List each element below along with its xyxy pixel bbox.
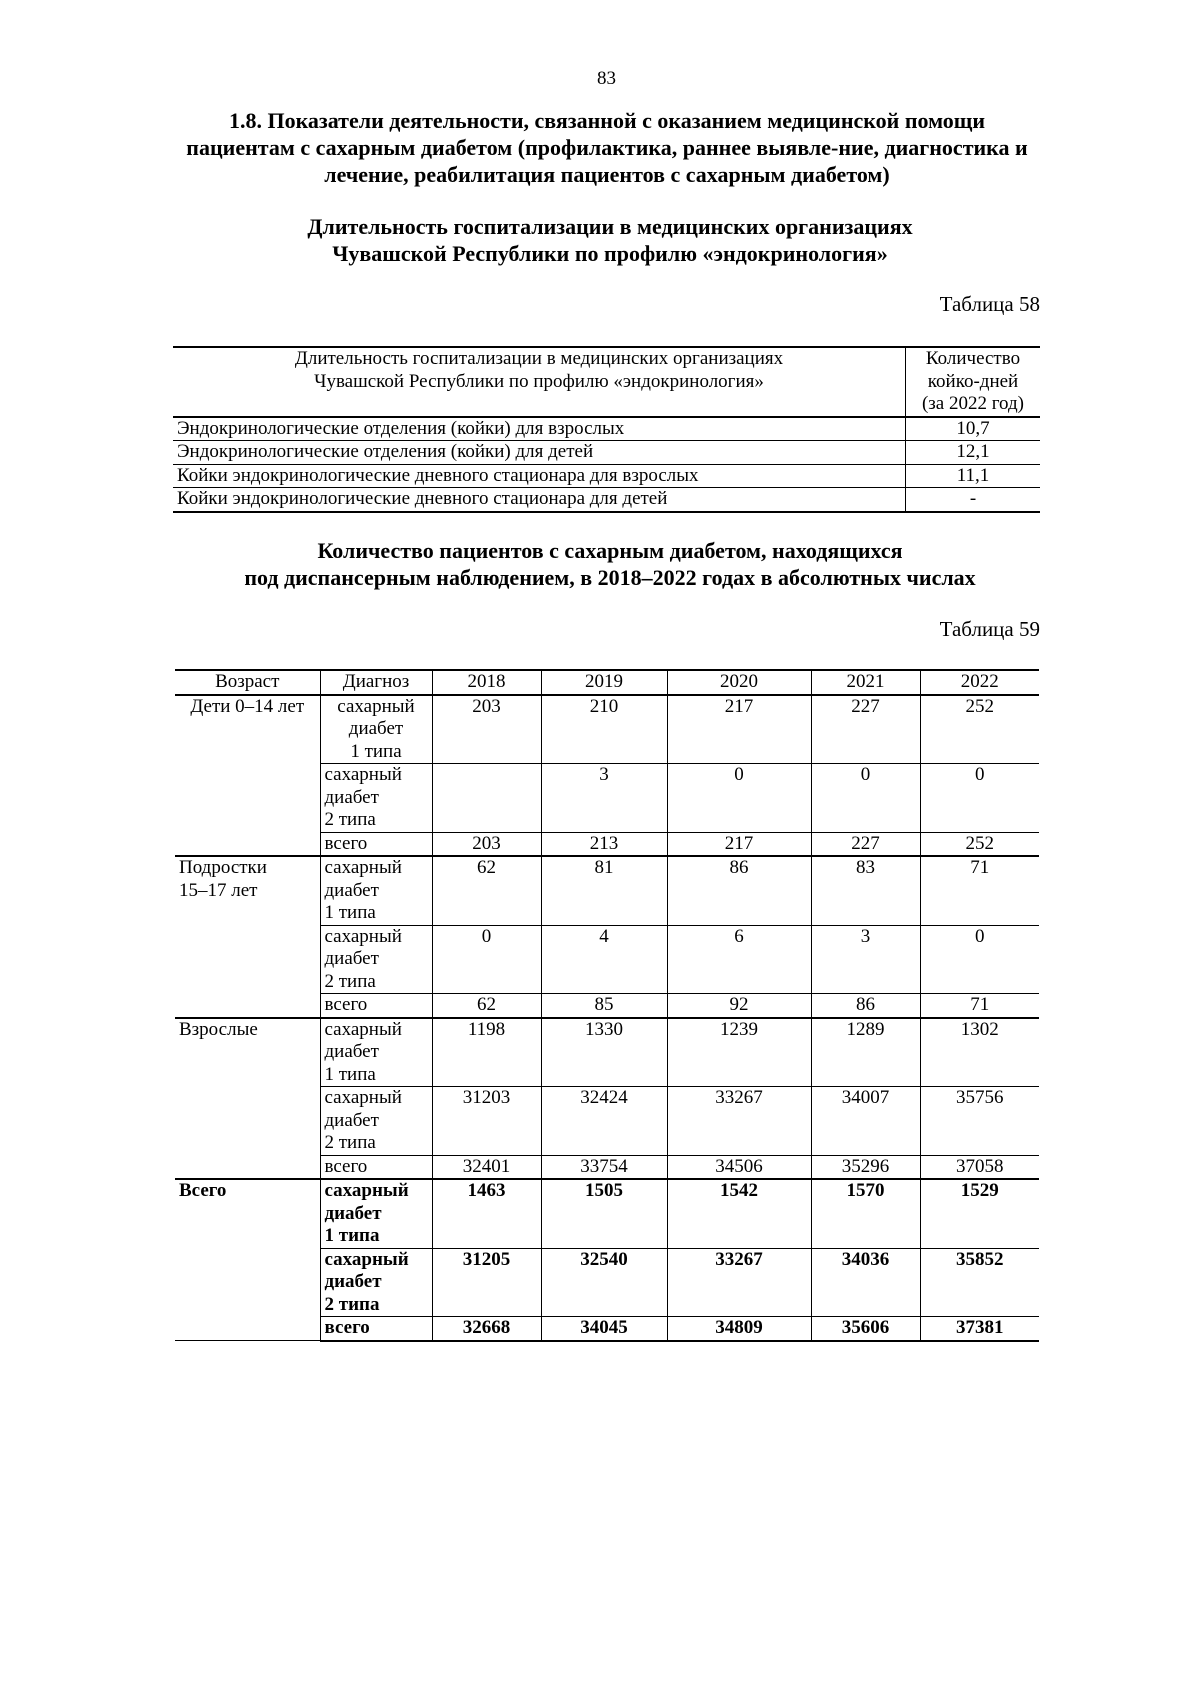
table-row [175,695,1039,764]
table-row [173,464,1040,488]
value-cell: 85 [541,994,667,1018]
value-cell: 1463 [432,1179,541,1248]
diagnosis-line: 1 типа [324,1225,380,1246]
diagnosis-line: диабет [324,786,379,808]
value-cell: 37058 [920,1155,1039,1179]
value-cell: 1542 [667,1179,811,1248]
table58-title-line: Чувашской Республики по профилю «эндокринология» [332,241,888,266]
value-cell: 252 [920,695,1039,764]
value-cell: 71 [920,994,1039,1018]
value-cell: 32540 [541,1248,667,1317]
age-group-line: Дети 0–14 лет [190,695,305,717]
value-cell: 35852 [920,1248,1039,1317]
diagnosis-line: сахарный [324,1248,409,1270]
table59-title-line: под диспансерным наблюдением, в 2018–2022 годах в абсолютных числах [244,565,976,590]
value-cell: 83 [811,856,920,925]
column-header: Диагноз [320,670,432,695]
row-name: Койки эндокринологические дневного стационара для детей [173,488,906,512]
table-row [175,856,1039,925]
value-cell: 86 [811,994,920,1018]
diagnosis-line: всего [324,994,368,1015]
value-cell: 1505 [541,1179,667,1248]
diagnosis-cell [320,1317,432,1341]
value-cell: 37381 [920,1317,1039,1341]
value-cell: 217 [667,832,811,856]
value-cell: 0 [432,925,541,994]
value-cell: 71 [920,856,1039,925]
table58-label: Таблица 58 [939,292,1040,316]
age-group-line: Подростки [179,857,267,878]
table59-title [150,537,1070,591]
table-row [173,417,1040,441]
diagnosis-cell [320,832,432,856]
table58 [173,346,1040,513]
header-line: Длительность госпитализации в медицинских организациях [294,348,784,369]
age-group-line: Взрослые [179,1018,258,1040]
value-cell: 203 [432,832,541,856]
value-cell: 252 [920,832,1039,856]
row-value: 11,1 [906,464,1041,488]
value-cell: 217 [667,695,811,764]
diagnosis-line: всего [324,1317,370,1338]
value-cell: 1529 [920,1179,1039,1248]
header-line: Количество [925,348,1021,369]
value-cell: 0 [667,764,811,833]
diagnosis-line: 2 типа [324,970,376,992]
row-name: Эндокринологические отделения (койки) для детей [173,441,906,465]
value-cell: 4 [541,925,667,994]
table58-title [150,213,1070,267]
value-cell: 227 [811,832,920,856]
diagnosis-cell [320,764,432,833]
value-cell: 1198 [432,1018,541,1087]
age-group-line: Всего [179,1180,227,1201]
age-group-line: 15–17 лет [179,879,258,901]
table59-header-row [175,670,1039,695]
row-value: 12,1 [906,441,1041,465]
value-cell: 31205 [432,1248,541,1317]
diagnosis-cell [320,1248,432,1317]
diagnosis-line: диабет [324,1109,379,1131]
column-header: 2021 [811,670,920,695]
row-name: Койки эндокринологические дневного стационара для взрослых [173,464,906,488]
value-cell: 227 [811,695,920,764]
value-cell: 33267 [667,1248,811,1317]
column-header: 2019 [541,670,667,695]
diagnosis-cell [320,1179,432,1248]
value-cell: 32424 [541,1087,667,1156]
row-name: Эндокринологические отделения (койки) для взрослых [173,417,906,441]
value-cell: 203 [432,695,541,764]
value-cell: 32668 [432,1317,541,1341]
table58-header-value [906,347,1041,417]
value-cell: 62 [432,994,541,1018]
table-row [175,1179,1039,1248]
diagnosis-cell [320,1018,432,1087]
diagnosis-cell [320,925,432,994]
value-cell: 210 [541,695,667,764]
diagnosis-line: диабет [324,1202,382,1224]
diagnosis-line: диабет [324,948,379,969]
value-cell: 34809 [667,1317,811,1341]
age-group-cell [175,1179,320,1341]
section-title: 1.8. Показатели деятельности, связанной с оказанием медицинской помощи пациентам с сахарным диабетом (профилактика, раннее выявле-ние, диагностика и лечение, реабилитация пациентов с сахарным диабетом) [186,108,1028,187]
diagnosis-line: диабет [324,879,379,901]
table-row [175,1018,1039,1087]
value-cell: 32401 [432,1155,541,1179]
header-line: Чувашской Республики по профилю «эндокринология» [314,370,764,392]
value-cell: 1302 [920,1018,1039,1087]
diagnosis-line: диабет [324,1041,379,1062]
value-cell: 1330 [541,1018,667,1087]
value-cell: 33267 [667,1087,811,1156]
table58-header-name [173,347,906,417]
diagnosis-cell [320,695,432,764]
page-number: 83 [597,68,616,89]
age-group-cell [175,1018,320,1180]
diagnosis-line: 1 типа [350,740,402,762]
diagnosis-cell [320,1087,432,1156]
row-value: - [906,488,1041,512]
table58-header-row [173,347,1040,417]
value-cell: 1289 [811,1018,920,1087]
value-cell: 3 [811,925,920,994]
value-cell: 35296 [811,1155,920,1179]
value-cell: 92 [667,994,811,1018]
diagnosis-cell [320,856,432,925]
value-cell: 0 [920,925,1039,994]
diagnosis-line: всего [324,1155,368,1177]
value-cell: 1239 [667,1018,811,1087]
value-cell: 62 [432,856,541,925]
diagnosis-line: диабет [348,718,404,739]
age-group-cell [175,695,320,857]
row-value: 10,7 [906,417,1041,441]
header-line: (за 2022 год) [921,393,1025,414]
diagnosis-line: сахарный [337,695,415,717]
table-row [173,441,1040,465]
diagnosis-line: 2 типа [324,1293,380,1315]
value-cell [432,764,541,833]
diagnosis-line: 2 типа [324,809,376,830]
diagnosis-cell [320,1155,432,1179]
value-cell: 34045 [541,1317,667,1341]
value-cell: 35606 [811,1317,920,1341]
value-cell: 1570 [811,1179,920,1248]
diagnosis-line: диабет [324,1271,382,1292]
age-group-cell [175,856,320,1018]
diagnosis-line: сахарный [324,925,402,947]
value-cell: 34506 [667,1155,811,1179]
value-cell: 0 [920,764,1039,833]
diagnosis-line: сахарный [324,857,402,878]
value-cell: 35756 [920,1087,1039,1156]
value-cell: 31203 [432,1087,541,1156]
diagnosis-line: 2 типа [324,1132,376,1153]
table59 [175,669,1039,1342]
value-cell: 86 [667,856,811,925]
diagnosis-line: всего [324,832,368,854]
value-cell: 33754 [541,1155,667,1179]
table58-title-line: Длительность госпитализации в медицинских организациях [307,214,913,239]
value-cell: 213 [541,832,667,856]
value-cell: 34007 [811,1087,920,1156]
diagnosis-line: 1 типа [324,902,376,923]
diagnosis-line: 1 типа [324,1063,376,1085]
diagnosis-line: сахарный [324,1180,409,1201]
table-row [173,488,1040,512]
value-cell: 3 [541,764,667,833]
header-line: койко-дней [927,370,1019,392]
value-cell: 81 [541,856,667,925]
column-header: 2022 [920,670,1039,695]
value-cell: 0 [811,764,920,833]
table59-title-line: Количество пациентов с сахарным диабетом, находящихся [317,538,903,563]
column-header: Возраст [175,670,320,695]
value-cell: 6 [667,925,811,994]
diagnosis-line: сахарный [324,1087,402,1108]
diagnosis-line: сахарный [324,1018,402,1040]
value-cell: 34036 [811,1248,920,1317]
diagnosis-cell [320,994,432,1018]
diagnosis-line: сахарный [324,764,402,785]
table59-label: Таблица 59 [939,617,1040,641]
column-header: 2018 [432,670,541,695]
column-header: 2020 [667,670,811,695]
